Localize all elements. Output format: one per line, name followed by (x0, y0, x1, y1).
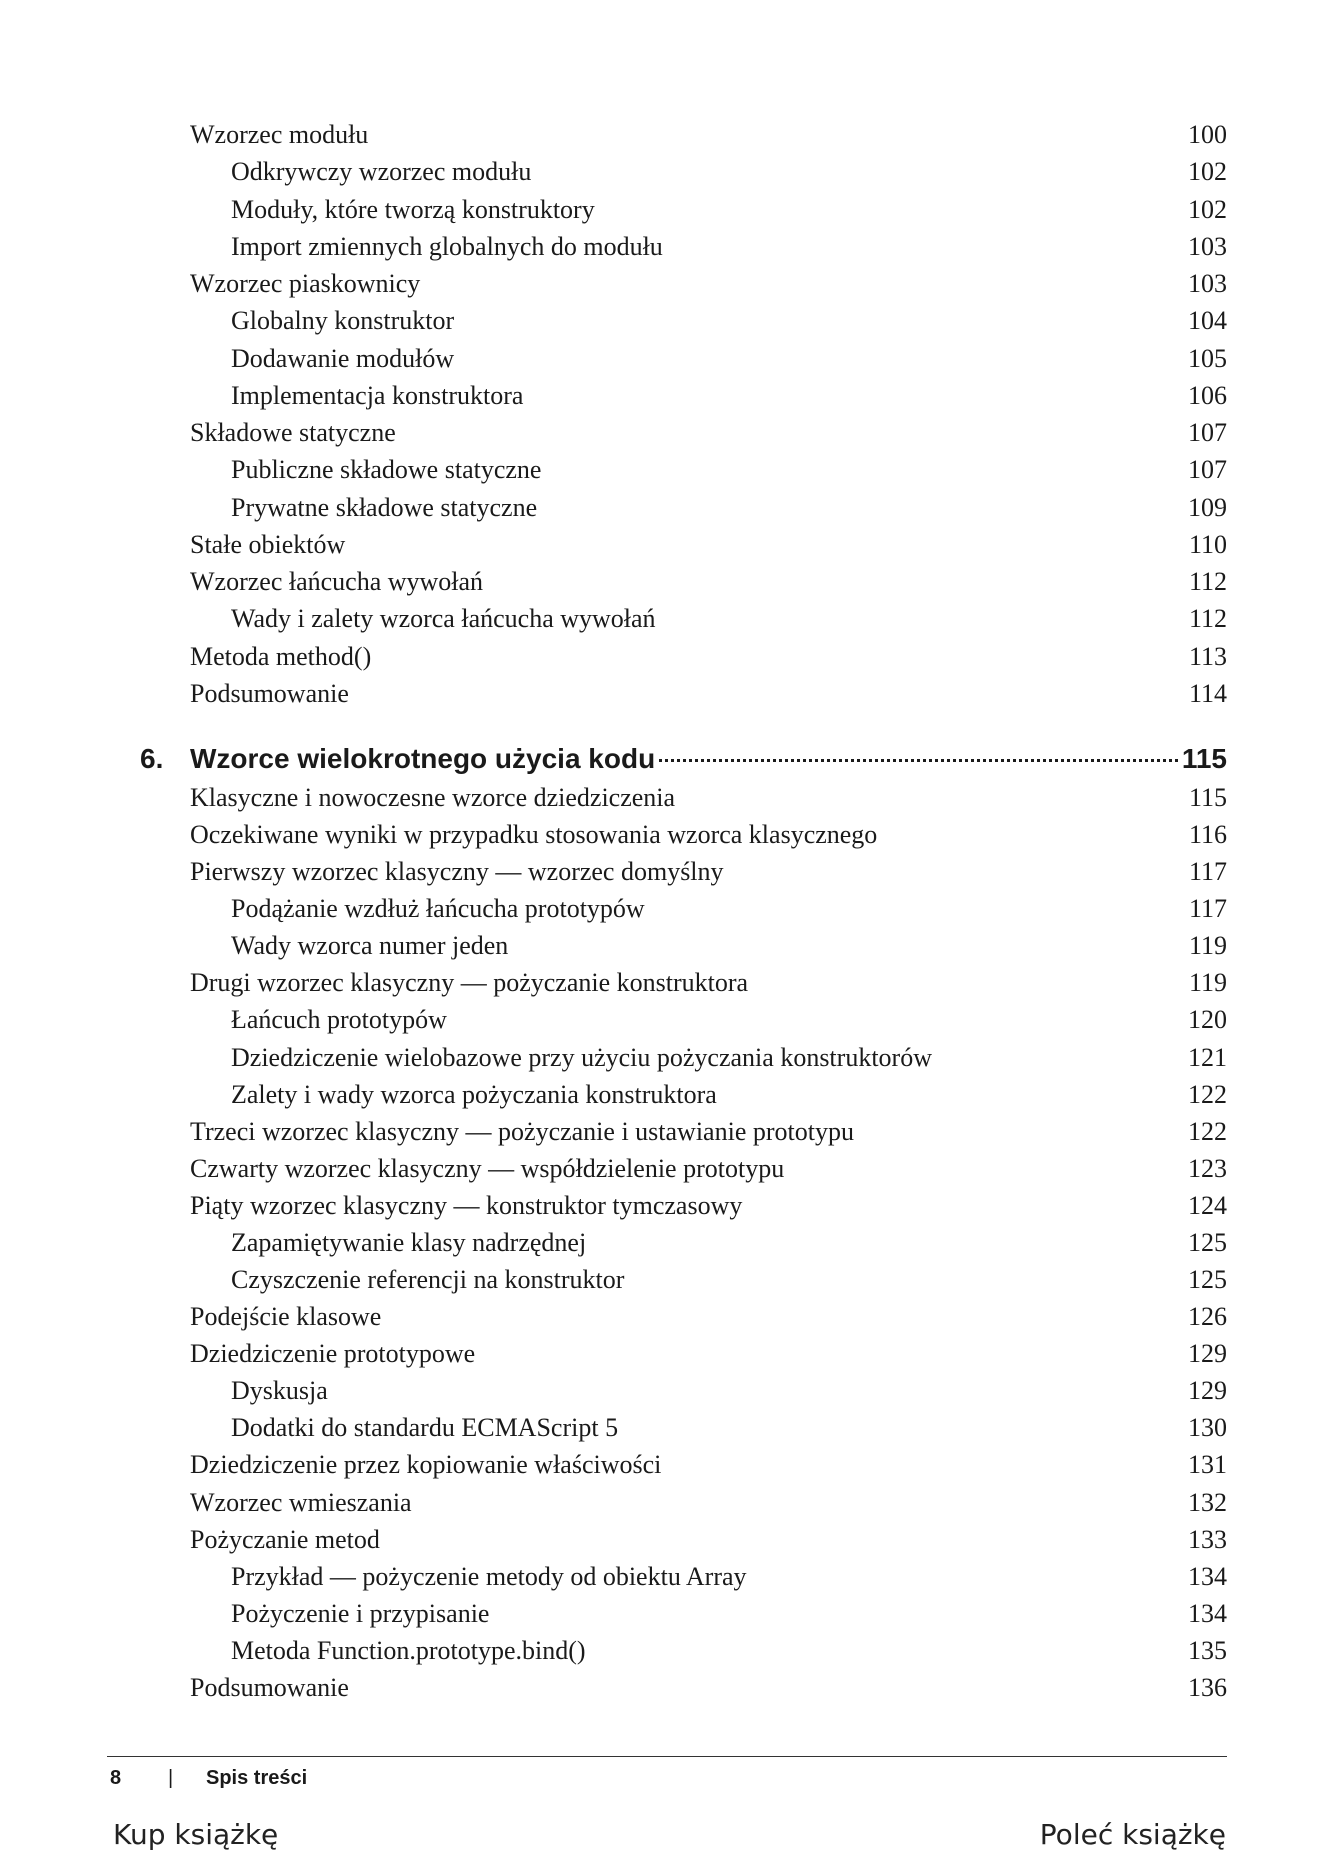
toc-entry (231, 601, 1227, 637)
toc-entry (231, 1262, 1227, 1298)
toc-entry (231, 1410, 1227, 1446)
toc-entry-title: Czwarty wzorzec klasyczny — współdzielenie prototypu (190, 1153, 785, 1183)
toc-entry-title: Wzorzec łańcucha wywołań (190, 567, 484, 596)
dot-leader (659, 759, 1178, 762)
toc-entry-title: Metoda Function.prototype.bind() (231, 1635, 586, 1665)
toc-entry-page: 100 (1188, 120, 1227, 149)
toc-entry (190, 1188, 1227, 1224)
toc-entry-page: 104 (1188, 306, 1227, 336)
recommend-book-link[interactable]: Poleć książkę (1039, 1818, 1226, 1851)
chapter-heading (140, 739, 1227, 779)
toc-entry-title: Oczekiwane wyniki w przypadku stosowania wzorca klasycznego (190, 820, 878, 850)
toc-entry-title: Piąty wzorzec klasyczny — konstruktor tymczasowy (190, 1190, 743, 1220)
toc-entry-title: Pożyczanie metod (190, 1524, 380, 1554)
toc-entry-page: 105 (1188, 343, 1227, 373)
toc-entry-title: Metoda method() (190, 641, 372, 671)
toc-entry-title: Wady i zalety wzorca łańcucha wywołań (231, 604, 656, 634)
toc-entry (190, 1151, 1227, 1187)
toc-entry-page: 119 (1188, 931, 1227, 961)
toc-entry (231, 192, 1227, 228)
toc-entry-page: 130 (1188, 1413, 1227, 1443)
toc-entry-page: 120 (1188, 1005, 1227, 1035)
toc-entry-page: 135 (1188, 1635, 1227, 1665)
toc-entry (231, 490, 1227, 526)
toc-entry (231, 928, 1227, 964)
toc-entry-page: 122 (1188, 1116, 1227, 1146)
toc-entry-page: 133 (1188, 1524, 1227, 1554)
toc-entry (231, 341, 1227, 377)
toc-entry (190, 117, 1227, 153)
toc-entry (190, 1670, 1227, 1706)
toc-entry-title: Dziedziczenie prototypowe (190, 1339, 476, 1369)
toc-entry (190, 1447, 1227, 1483)
toc-entry-title: Wzorzec piaskownicy (190, 269, 421, 298)
toc-entry-title: Dodatki do standardu ECMAScript 5 (231, 1413, 619, 1443)
toc-entry-page: 125 (1188, 1265, 1227, 1295)
toc-entry-page: 103 (1188, 269, 1227, 298)
toc-entry-title: Pożyczenie i przypisanie (231, 1598, 490, 1628)
toc-entry-page: 134 (1188, 1561, 1227, 1591)
toc-entry-title: Dziedziczenie wielobazowe przy użyciu pożyczania konstruktorów (231, 1042, 932, 1072)
toc-entry-page: 129 (1188, 1376, 1227, 1406)
toc-entry (231, 1373, 1227, 1409)
toc-entry-page: 119 (1188, 968, 1227, 998)
toc-entry (231, 891, 1227, 927)
toc-entry-page: 131 (1188, 1450, 1227, 1480)
toc-entry (231, 452, 1227, 488)
toc-entry-title: Moduły, które tworzą konstruktory (231, 194, 595, 224)
toc-entry (190, 527, 1227, 563)
toc-entry-page: 117 (1188, 894, 1227, 924)
toc-entry-title: Prywatne składowe statyczne (231, 492, 538, 522)
toc-entry-title: Podsumowanie (190, 1672, 349, 1702)
toc-entry (231, 154, 1227, 190)
toc-entry-title: Składowe statyczne (190, 418, 396, 447)
toc-entry (231, 229, 1227, 265)
toc-entry (231, 378, 1227, 414)
toc-entry (190, 1485, 1227, 1521)
toc-entry (190, 1299, 1227, 1335)
toc-entry-title: Import zmiennych globalnych do modułu (231, 231, 663, 261)
toc-entry-page: 106 (1188, 380, 1227, 410)
toc-entry-page: 124 (1188, 1190, 1227, 1220)
toc-entry-page: 136 (1188, 1672, 1227, 1702)
toc-entry-title: Globalny konstruktor (231, 306, 455, 336)
toc-entry (190, 676, 1227, 712)
toc-entry-page: 109 (1188, 492, 1227, 522)
toc-entry-title: Łańcuch prototypów (231, 1005, 447, 1035)
toc-entry (231, 1002, 1227, 1038)
toc-entry-title: Przykład — pożyczenie metody od obiektu Array (231, 1561, 747, 1591)
toc-entry-page: 129 (1188, 1339, 1227, 1369)
toc-entry-page: 121 (1188, 1042, 1227, 1072)
toc-entry-page: 122 (1188, 1079, 1227, 1109)
toc-entry-title: Publiczne składowe statyczne (231, 455, 542, 485)
toc-entry-title: Stałe obiektów (190, 529, 346, 559)
toc-entry-title: Drugi wzorzec klasyczny — pożyczanie konstruktora (190, 968, 749, 998)
toc-entry (190, 639, 1227, 675)
toc-entry-page: 107 (1188, 455, 1227, 485)
toc-entry (190, 965, 1227, 1001)
toc-entry-page: 126 (1188, 1302, 1227, 1332)
toc-entry-title: Wzorzec wmieszania (190, 1487, 412, 1517)
toc-entry-page: 125 (1188, 1227, 1227, 1257)
footer-separator: | (168, 1767, 174, 1789)
buy-book-link[interactable]: Kup książkę (113, 1818, 279, 1851)
toc-entry (231, 1596, 1227, 1632)
toc-entry-page: 112 (1188, 567, 1227, 596)
toc-entry (190, 854, 1227, 890)
toc-entry-title: Implementacja konstruktora (231, 380, 524, 410)
toc-entry-page: 117 (1188, 857, 1227, 887)
toc-entry (190, 266, 1227, 302)
toc-entry-page: 115 (1188, 783, 1227, 812)
toc-entry (231, 1225, 1227, 1261)
toc-entry-title: Pierwszy wzorzec klasyczny — wzorzec domyślny (190, 857, 724, 887)
toc-entry-title: Dyskusja (231, 1376, 328, 1406)
toc-entry-title: Podążanie wzdłuż łańcucha prototypów (231, 894, 645, 924)
toc-entry-title: Podejście klasowe (190, 1302, 382, 1332)
toc-entry-page: 114 (1188, 678, 1227, 708)
toc-entry (231, 1040, 1227, 1076)
toc-entry-page: 110 (1188, 529, 1227, 559)
chapter-page: 115 (1181, 743, 1227, 774)
chapter-title: Wzorce wielokrotnego użycia kodu (190, 743, 656, 774)
toc-entry-title: Dodawanie modułów (231, 343, 455, 373)
toc-entry (231, 1559, 1227, 1595)
toc-entry (190, 780, 1227, 816)
toc-entry-title: Dziedziczenie przez kopiowanie właściwości (190, 1450, 662, 1480)
toc-entry-page: 112 (1188, 604, 1227, 634)
toc-entry-title: Podsumowanie (190, 678, 349, 708)
toc-entry-page: 132 (1188, 1487, 1227, 1517)
toc-entry-title: Zapamiętywanie klasy nadrzędnej (231, 1227, 587, 1257)
toc-entry (231, 303, 1227, 339)
toc-entry (190, 415, 1227, 451)
toc-entry-title: Czyszczenie referencji na konstruktor (231, 1265, 625, 1295)
toc-entry-title: Klasyczne i nowoczesne wzorce dziedziczenia (190, 783, 676, 812)
toc-entry (190, 564, 1227, 600)
chapter-number: 6. (140, 743, 164, 774)
toc-entry-title: Trzeci wzorzec klasyczny — pożyczanie i ustawianie prototypu (190, 1116, 854, 1146)
toc-entry (190, 817, 1227, 853)
toc-entry-page: 116 (1188, 820, 1227, 850)
footer-title: Spis treści (206, 1767, 308, 1789)
footer-page-number: 8 (110, 1767, 122, 1789)
toc-entry (190, 1114, 1227, 1150)
toc-entry (231, 1633, 1227, 1669)
toc-entry (231, 1077, 1227, 1113)
toc-entry-page: 102 (1188, 194, 1227, 224)
toc-entry-page: 102 (1188, 157, 1227, 187)
toc-entry-title: Odkrywczy wzorzec modułu (231, 157, 532, 187)
toc-entry-title: Wzorzec modułu (190, 120, 369, 149)
toc-entry (190, 1336, 1227, 1372)
toc-entry (190, 1522, 1227, 1558)
toc-entry-page: 134 (1188, 1598, 1227, 1628)
toc-entry-title: Zalety i wady wzorca pożyczania konstruktora (231, 1079, 717, 1109)
toc-entry-page: 107 (1188, 418, 1227, 447)
toc-entry-page: 123 (1188, 1153, 1227, 1183)
toc-entry-page: 103 (1188, 231, 1227, 261)
toc-entry-title: Wady wzorca numer jeden (231, 931, 509, 961)
toc-entry-page: 113 (1188, 641, 1227, 671)
footer-divider (107, 1756, 1227, 1757)
